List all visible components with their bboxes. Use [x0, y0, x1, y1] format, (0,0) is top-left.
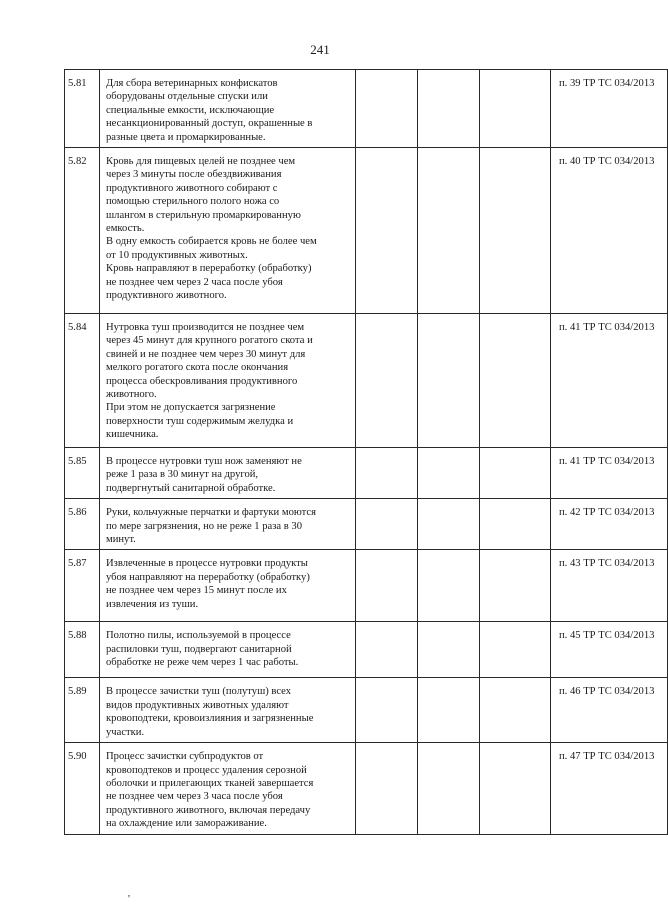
requirement-text: Кровь для пищевых целей не позднее чем через 3 минуты после обездвиживания продуктивного животного собирают с помощью стерильного полого ножа со шлангом в стерильную промаркированную емкость. В одну емкость собирается кровь не более чем от 10 продуктивных животных. Кровь направляют в переработку (обработку) не позднее чем через 2 часа после убоя продуктивного животного.: [100, 148, 356, 314]
row-number: 5.85: [65, 448, 100, 499]
empty-cell: [356, 499, 418, 550]
table-row: [65, 550, 668, 622]
requirement-text: В процессе зачистки туш (полутуш) всех видов продуктивных животных удаляют кровоподтеки, кровоизлияния и загрязненные участки.: [100, 678, 356, 743]
empty-cell: [418, 743, 480, 834]
requirement-text: В процессе нутровки туш нож заменяют не реже 1 раза в 30 минут на другой, подвергнутый санитарной обработке.: [100, 448, 356, 499]
empty-cell: [418, 148, 480, 314]
regulation-reference: п. 40 ТР ТС 034/2013: [551, 148, 668, 314]
requirement-text: Руки, кольчужные перчатки и фартуки моются по мере загрязнения, но не реже 1 раза в 30 минут.: [100, 499, 356, 550]
empty-cell: [418, 448, 480, 499]
empty-cell: [356, 148, 418, 314]
regulation-reference: п. 41 ТР ТС 034/2013: [551, 314, 668, 448]
table-row: [65, 148, 668, 314]
requirement-text: Полотно пилы, используемой в процессе распиловки туш, подвергают санитарной обработке не реже чем через 1 час работы.: [100, 622, 356, 678]
requirements-table: [64, 69, 668, 835]
table-row: [65, 743, 668, 834]
empty-cell: [480, 743, 551, 834]
table-row: [65, 448, 668, 499]
empty-cell: [356, 678, 418, 743]
empty-cell: [480, 622, 551, 678]
row-number: 5.89: [65, 678, 100, 743]
empty-cell: [480, 148, 551, 314]
regulation-reference: п. 45 ТР ТС 034/2013: [551, 622, 668, 678]
regulation-reference: п. 46 ТР ТС 034/2013: [551, 678, 668, 743]
empty-cell: [356, 622, 418, 678]
requirement-text: Нутровка туш производится не позднее чем через 45 минут для крупного рогатого скота и свиней и не позднее чем через 30 минут для мелкого рогатого скота после окончания процесса обескровливания продуктивного животного. При этом не допускается загрязнение поверхности туш содержимым желудка и кишечника.: [100, 314, 356, 448]
empty-cell: [480, 70, 551, 148]
regulation-reference: п. 39 ТР ТС 034/2013: [551, 70, 668, 148]
empty-cell: [418, 678, 480, 743]
empty-cell: [480, 499, 551, 550]
row-number: 5.86: [65, 499, 100, 550]
empty-cell: [418, 70, 480, 148]
row-number: 5.88: [65, 622, 100, 678]
table-row: [65, 678, 668, 743]
table-row: [65, 499, 668, 550]
table-row: [65, 622, 668, 678]
empty-cell: [480, 314, 551, 448]
empty-cell: [356, 448, 418, 499]
row-number: 5.84: [65, 314, 100, 448]
requirement-text: Для сбора ветеринарных конфискатов оборудованы отдельные спуски или специальные емкости, исключающие несанкционированный доступ, окрашенные в разные цвета и промаркированные.: [100, 70, 356, 148]
empty-cell: [418, 499, 480, 550]
empty-cell: [356, 550, 418, 622]
page-number: 241: [310, 42, 330, 57]
empty-cell: [480, 678, 551, 743]
empty-cell: [480, 448, 551, 499]
regulation-reference: п. 43 ТР ТС 034/2013: [551, 550, 668, 622]
empty-cell: [356, 70, 418, 148]
table-row: [65, 314, 668, 448]
regulation-reference: п. 47 ТР ТС 034/2013: [551, 743, 668, 834]
row-number: 5.90: [65, 743, 100, 834]
regulation-reference: п. 42 ТР ТС 034/2013: [551, 499, 668, 550]
row-number: 5.82: [65, 148, 100, 314]
row-number: 5.87: [65, 550, 100, 622]
empty-cell: [418, 314, 480, 448]
empty-cell: [356, 743, 418, 834]
requirement-text: Извлеченные в процессе нутровки продукты убоя направляют на переработку (обработку) не позднее чем через 15 минут после их извлечения из туши.: [100, 550, 356, 622]
requirements-table-body: [65, 70, 668, 835]
stray-mark: ': [128, 893, 130, 905]
empty-cell: [480, 550, 551, 622]
empty-cell: [356, 314, 418, 448]
empty-cell: [418, 550, 480, 622]
requirement-text: Процесс зачистки субпродуктов от кровоподтеков и процесс удаления серозной оболочки и прилегающих тканей завершается не позднее чем через 3 часа после убоя продуктивного животного, включая передачу на охлаждение или замораживание.: [100, 743, 356, 834]
row-number: 5.81: [65, 70, 100, 148]
empty-cell: [418, 622, 480, 678]
regulation-reference: п. 41 ТР ТС 034/2013: [551, 448, 668, 499]
table-row: [65, 70, 668, 148]
